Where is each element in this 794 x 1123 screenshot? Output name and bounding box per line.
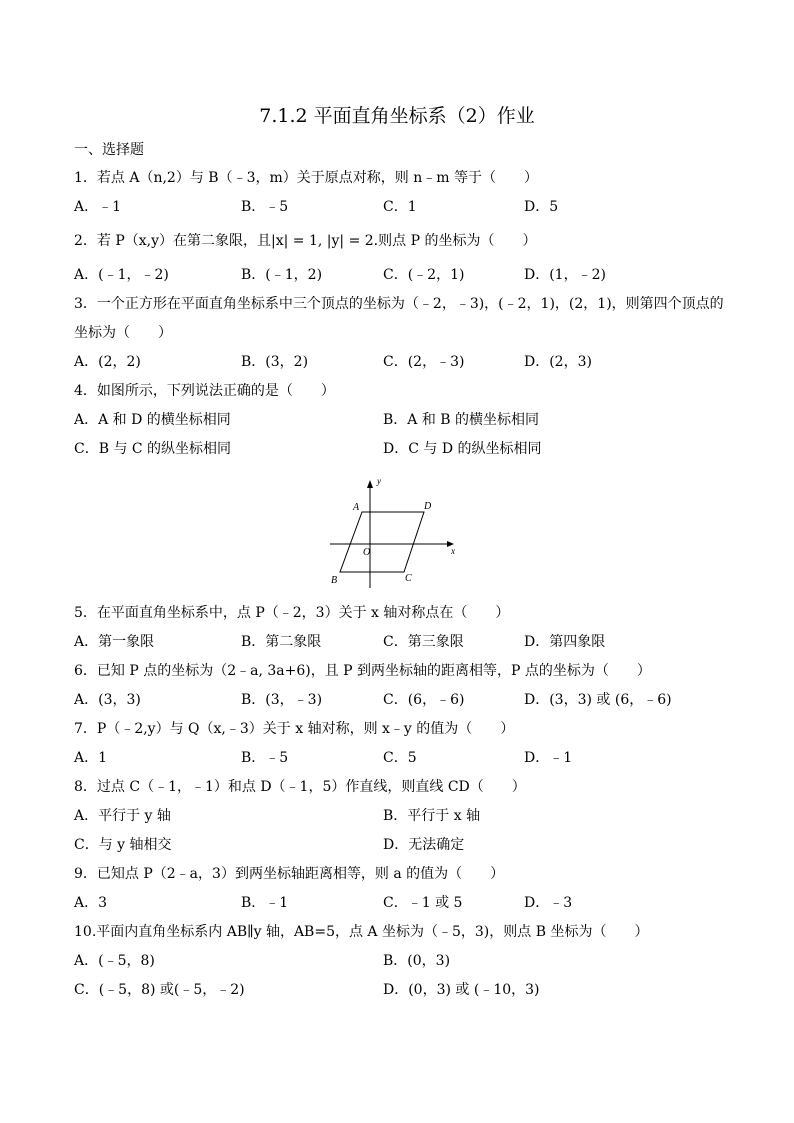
point-c-label: C <box>405 573 412 584</box>
q2-option-d: D．(1，﹣2) <box>524 267 606 283</box>
question-5-stem: 5．在平面直角坐标系中，点 P（﹣2，3）关于 x 轴对称点在（ ） <box>74 605 510 621</box>
q3-option-b: B．(3，2) <box>241 354 309 370</box>
q7-option-a: A．1 <box>74 750 108 766</box>
q2-option-c: C．(﹣2，1) <box>383 267 465 283</box>
q10-option-a: A．(﹣5，8) <box>74 953 155 969</box>
parallelogram-diagram <box>326 474 466 590</box>
q7-option-c: C．5 <box>383 750 417 766</box>
question-3-stem: 3．一个正方形在平面直角坐标系中三个顶点的坐标为（﹣2，﹣3)，(﹣2，1)，(2，1)，则第四个顶点的 <box>74 296 724 312</box>
q3-option-a: A．(2，2) <box>74 354 141 370</box>
q9-option-a: A．3 <box>74 895 108 911</box>
q1-option-a: A．﹣1 <box>74 199 122 215</box>
question-3-stem-continued: 坐标为（ ） <box>74 325 172 341</box>
q5-option-d: D．第四象限 <box>524 634 606 650</box>
question-1-stem: 1．若点 A（n,2）与 B（﹣3，m）关于原点对称，则 n﹣m 等于（ ） <box>74 170 538 186</box>
q5-option-a: A．第一象限 <box>74 634 155 650</box>
q9-option-b: B．﹣1 <box>241 895 289 911</box>
q10-option-b: B．(0，3) <box>383 953 451 969</box>
q6-option-a: A．(3，3) <box>74 692 141 708</box>
q6-option-c: C．(6，﹣6) <box>383 692 465 708</box>
q10-option-d: D．(0，3) 或 (﹣10，3) <box>383 982 540 998</box>
q5-option-b: B．第二象限 <box>241 634 322 650</box>
q7-option-b: B．﹣5 <box>241 750 289 766</box>
question-4-stem: 4．如图所示，下列说法正确的是（ ） <box>74 383 335 399</box>
y-axis-arrow <box>367 480 373 488</box>
q5-option-c: C．第三象限 <box>383 634 464 650</box>
q8-option-a: A．平行于 y 轴 <box>74 808 171 824</box>
q2-option-b: B．(﹣1，2) <box>241 267 323 283</box>
section-heading: 一、选择题 <box>74 142 144 158</box>
point-b-label: B <box>331 575 338 586</box>
parallelogram-abcd <box>340 512 424 572</box>
q4-option-b: B．A 和 B 的横坐标相同 <box>383 412 540 428</box>
q4-option-d: D．C 与 D 的纵坐标相同 <box>383 441 542 457</box>
q3-option-d: D．(2，3) <box>524 354 592 370</box>
page-title: 7.1.2 平面直角坐标系（2）作业 <box>259 105 535 127</box>
question-6-stem: 6．已知 P 点的坐标为（2﹣a, 3a+6)，且 P 到两坐标轴的距离相等，P 点的坐标为（ ） <box>74 663 651 679</box>
y-axis-label: y <box>377 476 381 486</box>
q10-option-c: C．(﹣5，8) 或(﹣5，﹣2) <box>74 982 245 998</box>
q8-option-c: C．与 y 轴相交 <box>74 837 172 853</box>
q7-option-d: D．﹣1 <box>524 750 573 766</box>
q1-option-d: D．5 <box>524 199 559 215</box>
q4-option-c: C．B 与 C 的纵坐标相同 <box>74 441 232 457</box>
question-7-stem: 7．P（﹣2,y）与 Q（x,﹣3）关于 x 轴对称，则 x﹣y 的值为（ ） <box>74 721 515 737</box>
question-2-stem: 2．若 P（x,y）在第二象限，且|x| = 1, |y| = 2.则点 P 的坐标为（ ） <box>74 233 537 249</box>
question-10-stem: 10.平面内直角坐标系内 AB∥y 轴，AB=5，点 A 坐标为（﹣5，3)，则点 B 坐标为（ ） <box>74 924 649 940</box>
question-4-figure <box>326 474 466 590</box>
q6-option-b: B．(3，﹣3) <box>241 692 323 708</box>
q9-option-c: C．﹣1 或 5 <box>383 895 463 911</box>
x-axis-label: x <box>451 546 455 556</box>
q1-option-b: B．﹣5 <box>241 199 289 215</box>
q8-option-d: D．无法确定 <box>383 837 465 853</box>
origin-label: O <box>363 547 371 558</box>
point-d-label: D <box>424 501 432 512</box>
question-8-stem: 8．过点 C（﹣1，﹣1）和点 D（﹣1，5）作直线，则直线 CD（ ） <box>74 779 526 795</box>
q3-option-c: C．(2，﹣3) <box>383 354 465 370</box>
q6-option-d: D．(3，3) 或 (6，﹣6) <box>524 692 672 708</box>
question-9-stem: 9．已知点 P（2﹣a，3）到两坐标轴距离相等，则 a 的值为（ ） <box>74 866 505 882</box>
q1-option-c: C．1 <box>383 199 417 215</box>
q2-option-a: A．(﹣1，﹣2) <box>74 267 169 283</box>
q8-option-b: B．平行于 x 轴 <box>383 808 481 824</box>
q9-option-d: D．﹣3 <box>524 895 573 911</box>
q4-option-a: A．A 和 D 的横坐标相同 <box>74 412 231 428</box>
point-a-label: A <box>353 502 360 513</box>
